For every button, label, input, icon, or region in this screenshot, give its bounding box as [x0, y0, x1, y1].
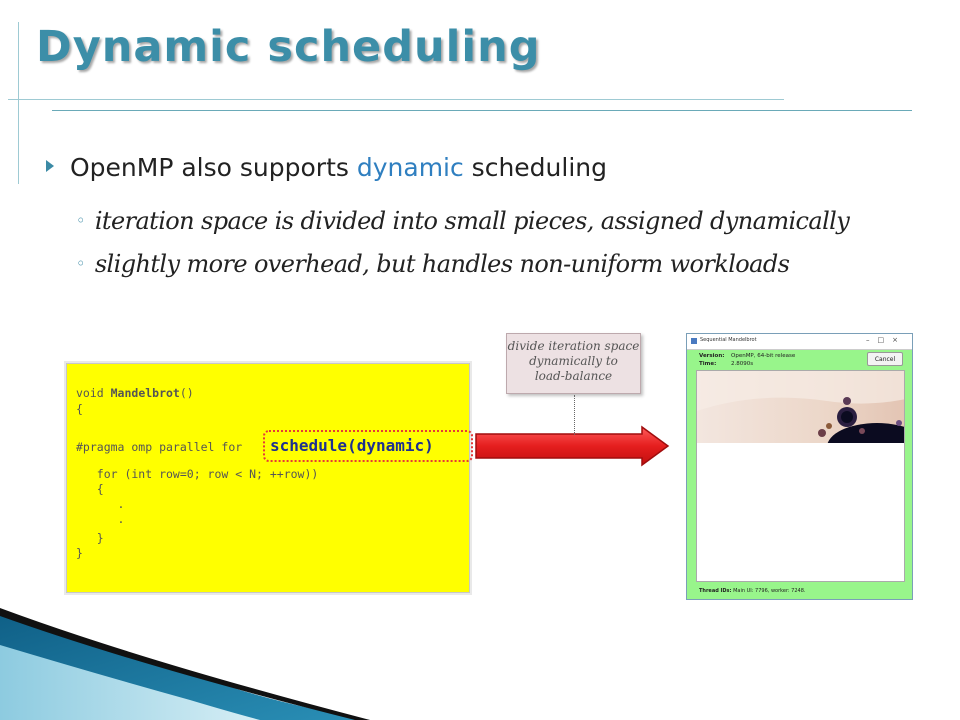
circle-bullet-icon: ◦: [76, 211, 85, 230]
code-keyword-void: void: [76, 386, 111, 400]
code-line-3: #pragma omp parallel for: [76, 440, 243, 454]
bullet-text-before: OpenMP also supports: [70, 153, 357, 182]
code-line-2: {: [76, 402, 83, 416]
code-line-4: for (int row=0; row < N; ++row)): [76, 467, 319, 481]
cancel-button: Cancel: [867, 352, 903, 366]
time-value: 2.8090s: [731, 361, 754, 367]
code-function-name: Mandelbrot: [110, 386, 180, 400]
code-parens: (): [179, 386, 194, 400]
minimize-icon: –: [866, 336, 878, 344]
main-bullet: [46, 153, 607, 182]
status-label: Thread IDs:: [699, 588, 732, 594]
decorative-wave: [0, 590, 380, 720]
frame-horizontal-line: [8, 99, 784, 100]
frame-vertical-line: [18, 22, 19, 184]
schedule-clause-text: schedule(dynamic): [270, 436, 434, 455]
mandelbrot-canvas: [696, 370, 905, 582]
slide-title: Dynamic scheduling: [36, 22, 541, 72]
sub-bullet-1-text: iteration space is divided into small pieces, assigned dynamically: [94, 207, 850, 235]
code-line-1: [76, 386, 194, 401]
bullet-text-after: scheduling: [463, 153, 607, 182]
version-value: OpenMP, 64-bit release: [731, 353, 796, 359]
title-underline: [52, 110, 912, 111]
bullet-arrow-icon: [46, 160, 54, 172]
maximize-icon: □: [877, 336, 893, 344]
sub-bullet-2: [76, 250, 789, 278]
window-titlebar: [687, 334, 912, 350]
mandelbrot-window: [686, 333, 913, 600]
code-line-7: .: [76, 512, 125, 526]
code-line-5: {: [76, 482, 104, 496]
bullet-keyword: dynamic: [356, 153, 464, 182]
code-box: [66, 363, 470, 593]
status-value: Main UI: 7796, worker: 7248.: [733, 588, 806, 594]
callout-line-1: divide iteration space: [507, 339, 640, 353]
code-line-9: }: [76, 546, 83, 560]
mandelbrot-image: [697, 371, 905, 582]
close-icon: ×: [892, 336, 906, 344]
code-line-8: }: [76, 531, 104, 545]
callout-box: [506, 333, 641, 394]
app-icon: [691, 338, 697, 344]
circle-bullet-icon: ◦: [76, 254, 85, 273]
callout-connector: [574, 395, 575, 435]
code-line-6: .: [76, 497, 125, 511]
window-controls: [866, 336, 906, 344]
sub-bullet-2-text: slightly more overhead, but handles non-uniform workloads: [94, 250, 790, 278]
version-label: Version:: [699, 353, 725, 359]
callout-line-3: load-balance: [534, 369, 613, 383]
sub-bullet-1: [76, 207, 849, 235]
status-bar: [699, 588, 806, 594]
callout-line-2: dynamically to: [529, 354, 618, 368]
time-label: Time:: [699, 361, 717, 367]
window-title: Sequential Mandelbrot: [700, 337, 757, 343]
